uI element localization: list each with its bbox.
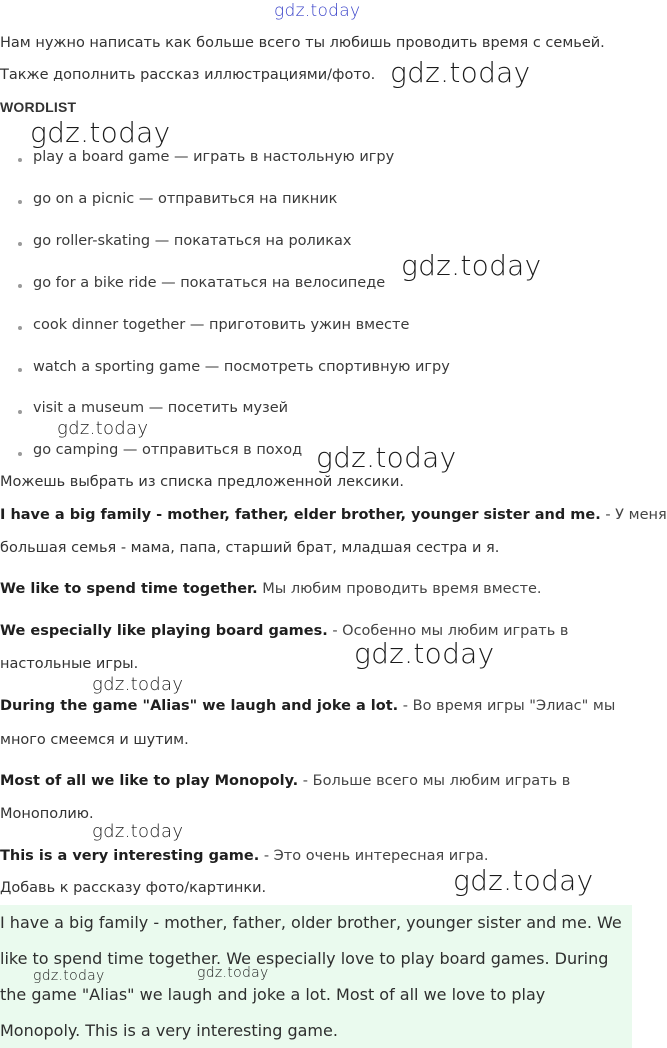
answer-line-3: the game "Alias" we laugh and joke a lot. Most of all we love to play (0, 985, 546, 1004)
watermark: gdz.today (30, 116, 171, 149)
answer-line-1: I have a big family - mother, father, older brother, younger sister and me. We (0, 913, 622, 932)
sentence-2 (0, 581, 542, 597)
sentence-6 (0, 848, 489, 864)
sentence-1-cont: большая семья - мама, папа, старший брат, младшая сестра и я. (0, 540, 500, 556)
sentence-ru: Мы любим проводить время вместе. (257, 581, 542, 597)
sentence-3-cont: настольные игры. (0, 656, 139, 672)
wordlist-title: WORDLIST (0, 99, 77, 115)
intro-line-2: Также дополнить рассказ иллюстрациями/фото. (0, 67, 376, 83)
bullet (18, 284, 22, 288)
answer-line-2: like to spend time together. We especially love to play board games. During (0, 949, 609, 968)
watermark: gdz.today (354, 637, 495, 670)
watermark: gdz.today (401, 249, 542, 282)
list-item: play a board game — играть в настольную игру (33, 149, 395, 165)
watermark: gdz.today (92, 821, 184, 842)
sentence-en: Most of all we like to play Monopoly. (0, 773, 299, 789)
bullet (18, 158, 22, 162)
bullet (18, 242, 22, 246)
bullet (18, 410, 22, 414)
choose-note: Можешь выбрать из списка предложенной лексики. (0, 474, 405, 490)
watermark: gdz.today (453, 864, 594, 897)
sentence-en: We especially like playing board games. (0, 623, 328, 639)
sentence-ru: - Больше всего мы любим играть в (298, 773, 571, 789)
bullet (18, 452, 22, 456)
watermark: gdz.today (390, 56, 531, 89)
sentence-ru: - Особенно мы любим играть в (327, 623, 569, 639)
watermark: gdz.today (316, 441, 457, 474)
list-item: go for a bike ride — покататься на велосипеде (33, 275, 386, 291)
sentence-1 (0, 507, 667, 523)
sentence-5-cont: Монополию. (0, 806, 94, 822)
sentence-en: During the game "Alias" we laugh and joke a lot. (0, 698, 399, 714)
sentence-en: I have a big family - mother, father, elder brother, younger sister and me. (0, 507, 601, 523)
watermark-top: gdz.today (274, 1, 361, 21)
list-item: go on a picnic — отправиться на пикник (33, 191, 338, 207)
watermark: gdz.today (57, 418, 149, 439)
list-item: go roller-skating — покататься на роликах (33, 233, 352, 249)
sentence-en: We like to spend time together. (0, 581, 258, 597)
bullet (18, 326, 22, 330)
watermark: gdz.today (33, 968, 105, 984)
photo-note: Добавь к рассказу фото/картинки. (0, 880, 267, 896)
sentence-ru: - Это очень интересная игра. (259, 848, 489, 864)
intro-line-1: Нам нужно написать как больше всего ты любишь проводить время с семьей. (0, 35, 605, 51)
list-item: cook dinner together — приготовить ужин вместе (33, 317, 410, 333)
bullet (18, 368, 22, 372)
sentence-ru: - Во время игры "Элиас" мы (398, 698, 616, 714)
bullet (18, 200, 22, 204)
sentence-en: This is a very interesting game. (0, 848, 260, 864)
sentence-ru: - У меня (600, 507, 667, 523)
watermark: gdz.today (92, 674, 184, 695)
watermark: gdz.today (197, 965, 269, 981)
list-item: go camping — отправиться в поход (33, 442, 303, 458)
list-item: visit a museum — посетить музей (33, 400, 289, 416)
sentence-4 (0, 698, 615, 714)
sentence-4-cont: много смеемся и шутим. (0, 732, 189, 748)
sentence-5 (0, 773, 570, 789)
answer-line-4: Monopoly. This is a very interesting game. (0, 1021, 338, 1040)
list-item: watch a sporting game — посмотреть спортивную игру (33, 359, 450, 375)
